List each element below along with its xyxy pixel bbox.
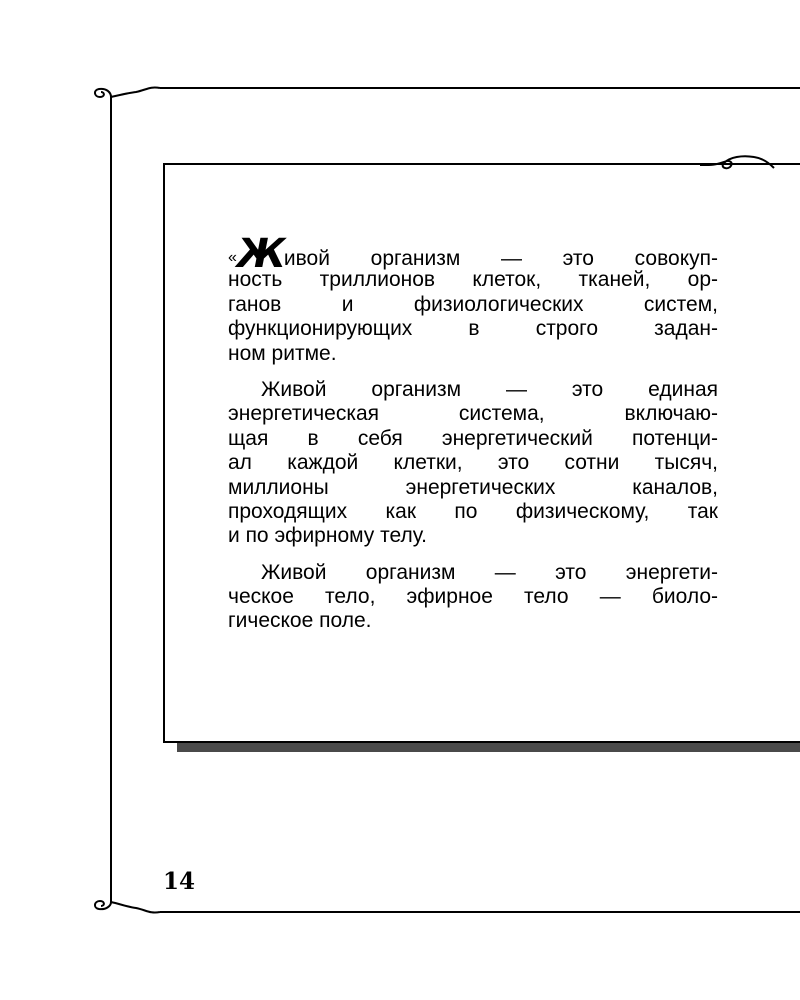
page-number: 14 (163, 868, 196, 895)
paragraph-line: ность триллионов клеток, тканей, ор- (228, 268, 718, 292)
paragraph-1 (228, 231, 718, 366)
paragraph-line: функционирующих в строго задан- (228, 317, 718, 341)
drop-cap-letter: Ж (236, 231, 284, 277)
paragraph-line: щая в себя энергетический потенци- (228, 426, 718, 450)
opening-quote: « (228, 249, 237, 266)
paragraph-line: ганов и физиологических систем, (228, 292, 718, 316)
paragraph-line: ном ритме. (228, 341, 337, 365)
paragraph-2 (228, 378, 718, 549)
paragraph-line: ческое тело, эфирное тело — биоло- (228, 585, 718, 609)
paragraph-line: Живой организм — это единая (261, 377, 718, 401)
paragraph-line: миллионы энергетических каналов, (228, 475, 718, 499)
top-left-flourish (95, 87, 160, 97)
paragraph-line: гическое поле. (228, 609, 372, 633)
paragraph-line: проходящих как по физическому, так (228, 499, 718, 523)
bottom-left-flourish (95, 901, 160, 913)
paragraph-line: ал каждой клетки, это сотни тысяч, (228, 451, 718, 475)
paragraph-line: и по эфирному телу. (228, 524, 427, 548)
body-text (228, 231, 718, 646)
inner-box-flourish (700, 150, 800, 180)
paragraph-3 (228, 561, 718, 634)
paragraph-line: Живой организм — это энергети- (261, 560, 718, 584)
paragraph-line: энергетическая система, включаю- (228, 402, 718, 426)
paragraph-line: «Живой организм — это совокуп- (228, 231, 718, 277)
